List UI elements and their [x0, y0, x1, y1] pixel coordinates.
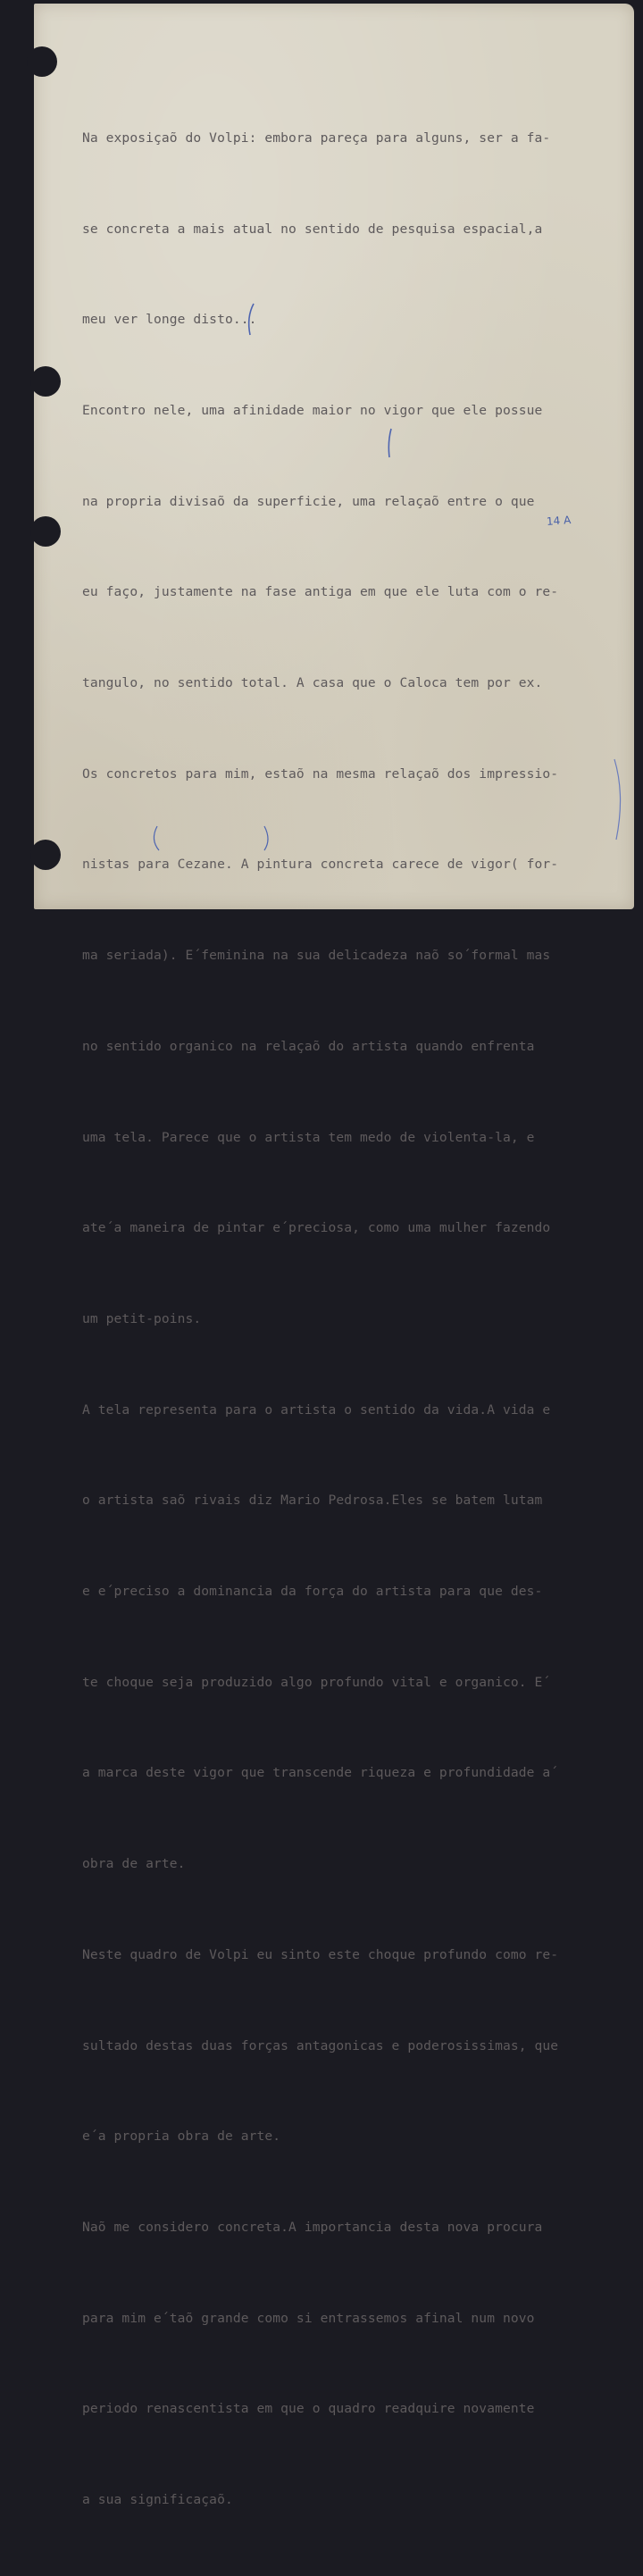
text-line: Neste quadro de Volpi eu sinto este choque profundo como re- [82, 1946, 559, 1962]
binding-hole-top [27, 46, 57, 77]
text-line: periodo renascentista em que o quadro readquire novamente [82, 2401, 535, 2417]
text-line: na propria divisaõ da superficie, uma relaçaõ entre o que [82, 493, 535, 509]
typed-text-body [82, 63, 627, 2576]
text-line: obra de arte. [82, 1856, 186, 1872]
text-line: para mim e´taõ grande como si entrassemos afinal num novo [82, 2310, 535, 2326]
text-line: te choque seja produzido algo profundo vital e organico. E´ [82, 1674, 551, 1690]
text-line: sultado destas duas forças antagonicas e poderosissimas, que [82, 2037, 559, 2053]
text-line: um petit-poins. [82, 1310, 202, 1326]
text-line: nistas para Cezane. A pintura concreta carece de vigor( for- [82, 857, 559, 873]
text-line: tangulo, no sentido total. A casa que o Caloca tem por ex. [82, 675, 543, 691]
text-line: e´a propria obra de arte. [82, 2129, 281, 2145]
text-line: no sentido organico na relaçaõ do artista quando enfrenta [82, 1038, 535, 1054]
text-line: meu ver longe disto... [82, 312, 257, 328]
text-line: Naõ me considero concreta.A importancia desta nova procura [82, 2219, 543, 2235]
binding-hole-middle [30, 366, 61, 397]
text-line: eu faço, justamente na fase antiga em que ele luta com o re- [82, 584, 559, 600]
text-line: Os concretos para mim, estaõ na mesma relaçaõ dos impressio- [82, 765, 559, 782]
text-line: A tela representa para o artista o sentido da vida.A vida e [82, 1401, 551, 1418]
binding-hole-lower [30, 516, 61, 547]
text-line: ma seriada). E´feminina na sua delicadeza naõ so´formal mas [82, 948, 551, 964]
margin-note: 14 A [546, 514, 572, 528]
binding-hole-bottom [30, 840, 61, 870]
text-line: Encontro nele, uma afinidade maior no vigor que ele possue [82, 402, 543, 418]
text-line: uma tela. Parece que o artista tem medo de violenta-la, e [82, 1129, 535, 1145]
text-line: a marca deste vigor que transcende riqueza e profundidade a´ [82, 1765, 559, 1781]
text-line: Na exposiçaõ do Volpi: embora pareça para alguns, ser a fa- [82, 130, 551, 146]
text-line: se concreta a mais atual no sentido de pesquisa espacial,a [82, 221, 543, 237]
text-line: e e´preciso a dominancia da força do artista para que des- [82, 1584, 543, 1600]
text-line: ate´a maneira de pintar e´preciosa, como uma mulher fazendo [82, 1220, 551, 1236]
text-line: a sua significaçaõ. [82, 2492, 233, 2508]
text-line: o artista saõ rivais diz Mario Pedrosa.Eles se batem lutam [82, 1493, 543, 1509]
